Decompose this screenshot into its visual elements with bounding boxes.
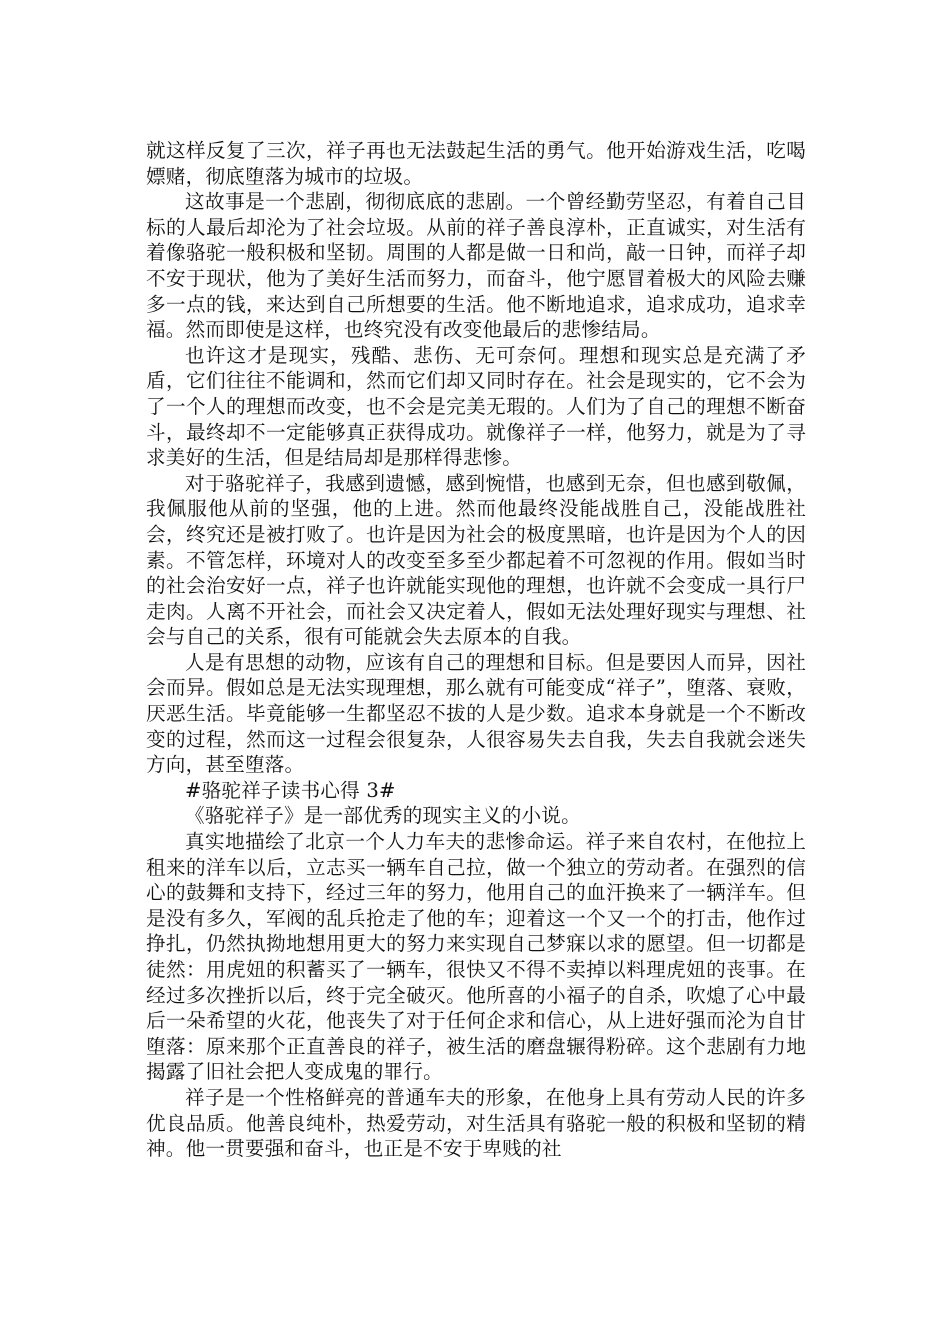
document-body xyxy=(146,138,806,1162)
section-heading: #骆驼祥子读书心得 3# xyxy=(185,778,396,802)
paragraph-8: 祥子是一个性格鲜亮的普通车夫的形象，在他身上具有劳动人民的许多优良品质。他善良纯朴，热爱劳动，对生活具有骆驼一般的积极和坚韧的精神。他一贯要强和奋斗，也正是不安于卑贱的社 xyxy=(146,1085,806,1161)
paragraph-3: 也许这才是现实，残酷、悲伤、无可奈何。理想和现实总是充满了矛盾，它们往往不能调和，然而它们却又同时存在。社会是现实的，它不会为了一个人的理想而改变，也不会是完美无瑕的。人们为了自己的理想不断奋斗，最终却不一定能够真正获得成功。就像祥子一样，他努力，就是为了寻求美好的生活，但是结局却是那样得悲惨。 xyxy=(146,343,806,470)
paragraph-6: 《骆驼祥子》是一部优秀的现实主义的小说。 xyxy=(185,804,581,828)
paragraph-2: 这故事是一个悲剧，彻彻底底的悲剧。一个曾经勤劳坚忍，有着自己目标的人最后却沦为了社会垃圾。从前的祥子善良淳朴，正直诚实，对生活有着像骆驼一般积极和坚韧。周围的人都是做一日和尚，敲一日钟，而祥子却不安于现状，他为了美好生活而努力，而奋斗，他宁愿冒着极大的风险去赚多一点的钱，来达到自己所想要的生活。他不断地追求，追求成功，追求幸福。然而即使是这样，也终究没有改变他最后的悲惨结局。 xyxy=(146,190,806,342)
paragraph-5: 人是有思想的动物，应该有自己的理想和目标。但是要因人而异，因社会而异。假如总是无法实现理想，那么就有可能变成“祥子”，堕落、衰败，厌恶生活。毕竟能够一生都坚忍不拔的人是少数。追求本身就是一个不断改变的过程，然而这一过程会很复杂，人很容易失去自我，失去自我就会迷失方向，甚至堕落。 xyxy=(146,650,806,777)
paragraph-1: 就这样反复了三次，祥子再也无法鼓起生活的勇气。他开始游戏生活，吃喝嫖赌，彻底堕落为城市的垃圾。 xyxy=(146,139,806,188)
paragraph-4: 对于骆驼祥子，我感到遗憾，感到惋惜，也感到无奈，但也感到敬佩，我佩服他从前的坚强，他的上进。然而他最终没能战胜自己，没能战胜社会，终究还是被打败了。也许是因为社会的极度黑暗，也许是因为个人的因素。不管怎样，环境对人的改变至多至少都起着不可忽视的作用。假如当时的社会治安好一点，祥子也许就能实现他的理想，也许就不会变成一具行尸走肉。人离不开社会，而社会又决定着人，假如无法处理好现实与理想、社会与自己的关系，很有可能就会失去原本的自我。 xyxy=(146,471,806,649)
paragraph-7: 真实地描绘了北京一个人力车夫的悲惨命运。祥子来自农村，在他拉上租来的洋车以后，立志买一辆车自己拉，做一个独立的劳动者。在强烈的信心的鼓舞和支持下，经过三年的努力，他用自己的血汗换来了一辆洋车。但是没有多久，军阀的乱兵抢走了他的车；迎着这一个又一个的打击，他作过挣扎，仍然执拗地想用更大的努力来实现自己梦寐以求的愿望。但一切都是徒然：用虎妞的积蓄买了一辆车，很快又不得不卖掉以料理虎妞的丧事。在经过多次挫折以后，终于完全破灭。他所喜的小福子的自杀，吹熄了心中最后一朵希望的火花，他丧失了对于任何企求和信心，从上进好强而沦为自甘堕落：原来那个正直善良的祥子，被生活的磨盘辗得粉碎。这个悲剧有力地揭露了旧社会把人变成鬼的罪行。 xyxy=(146,830,806,1084)
